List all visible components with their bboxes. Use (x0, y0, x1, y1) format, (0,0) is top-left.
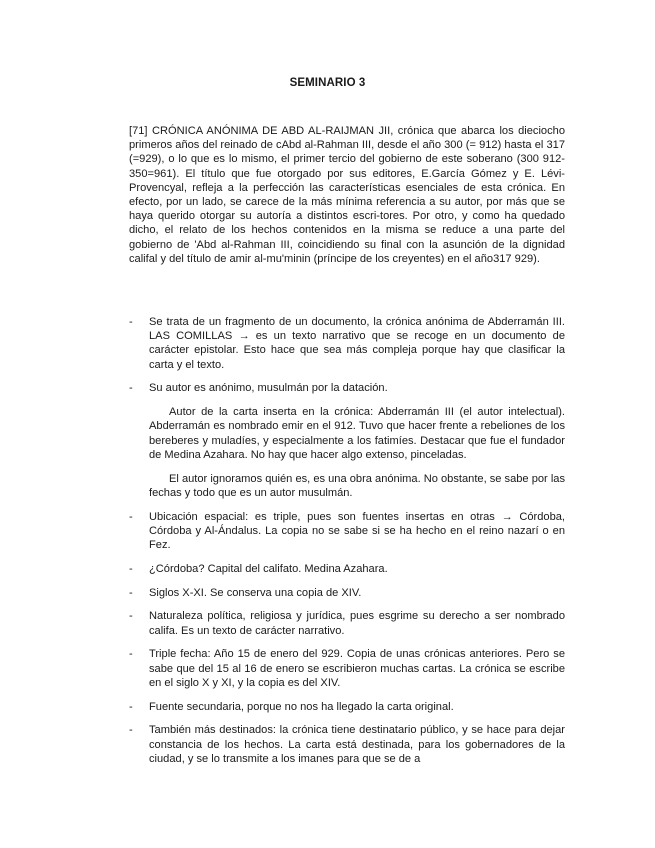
bullet-dash: - (129, 562, 133, 575)
list-item (129, 381, 565, 395)
bullet-dash: - (129, 586, 133, 599)
bullet-dash: - (129, 510, 133, 523)
bullet-dash: - (129, 382, 133, 395)
list-item (129, 586, 565, 600)
list-item-text: Se trata de un fragmento de un documento, la crónica anónima de Abderramán III. LAS COMILLAS → es un texto narrativo que se recoge en un documento de carácter epistolar. Esto hace que sea más compleja porque hay que clasificar la carta y el texto. (149, 316, 565, 371)
list-item (129, 562, 565, 576)
intro-paragraph: [71] CRÓNICA ANÓNIMA DE ABD AL-RAIJMAN JII, crónica que abarca los dieciocho primeros años del reinado de cAbd al-Rahman III, desde el año 300 (= 912) hasta el 317 (=929), o lo que es lo mismo, el primer tercio del gobierno de este soberano (300 912-350=961). El título que fue otorgado por sus editores, E.García Gómez y E. Lévi-Provencyal, refleja a la perfección las características esenciales de esta crónica. En efecto, por un lado, se carece de la más mínima referencia a su autor, por más que se haya querido otorgar su autoría a distintos escri-tores. Por otro, y como ha quedado dicho, el relato de los hechos contenidos en la misma se reduce a una parte del gobierno de 'Abd al-Rahman III, coincidiendo su final con la asunción de la dignidad califal y del título de amir al-mu'minin (príncipe de los creyentes) en el año317 929). (129, 125, 565, 265)
list-item-text: Siglos X-XI. Se conserva una copia de XIV. (149, 586, 362, 599)
bullet-dash: - (129, 610, 133, 623)
list-item (129, 609, 565, 637)
indented-paragraph: El autor ignoramos quién es, es una obra anónima. No obstante, se sabe por las fechas y todo que es un autor musulmán. (149, 472, 565, 499)
notes-list (129, 315, 565, 776)
list-item-text: Naturaleza política, religiosa y jurídica, pues esgrime su derecho a ser nombrado califa. Es un texto de carácter narrativo. (149, 610, 565, 637)
list-item-text: Su autor es anónimo, musulmán por la datación. (149, 382, 388, 395)
list-item-text: ¿Córdoba? Capital del califato. Medina Azahara. (149, 562, 388, 575)
bullet-dash: - (129, 700, 133, 713)
bullet-dash: - (129, 648, 133, 661)
indented-paragraph: Autor de la carta inserta en la crónica: Abderramán III (el autor intelectual). Abderramán es nombrado emir en el 912. Tuvo que hacer frente a rebeliones de los bereberes y muladíes, y especialmente a los fatimíes. Destacar que fue el fundador de Medina Azahara. No hay que hacer algo extenso, pinceladas. (149, 406, 565, 461)
list-item-text: Ubicación espacial: es triple, pues son fuentes insertas en otras → Córdoba, Córdoba y Al-Ándalus. La copia no se sabe si se ha hecho en el reino nazarí o en Fez. (149, 510, 565, 552)
list-item (129, 700, 565, 714)
bullet-dash: - (129, 724, 133, 737)
list-item (129, 723, 565, 766)
list-item-text: También más destinados: la crónica tiene destinatario público, y se hace para dejar constancia de los hechos. La carta está destinada, para los gobernadores de la ciudad, y se lo transmite a los imanes para que se de a (149, 724, 565, 765)
list-item (129, 647, 565, 690)
bullet-dash: - (129, 316, 133, 328)
list-item (129, 315, 565, 372)
list-item (129, 510, 565, 553)
list-item-text: Fuente secundaria, porque no nos ha llegado la carta original. (149, 700, 454, 713)
list-item-text: Triple fecha: Año 15 de enero del 929. Copia de unas crónicas anteriores. Pero se sabe que del 15 al 16 de enero se escribieron muchas cartas. La crónica se escribe en el siglo X y XI, y la copia es del XIV. (149, 648, 565, 689)
page-title: SEMINARIO 3 (289, 77, 366, 89)
